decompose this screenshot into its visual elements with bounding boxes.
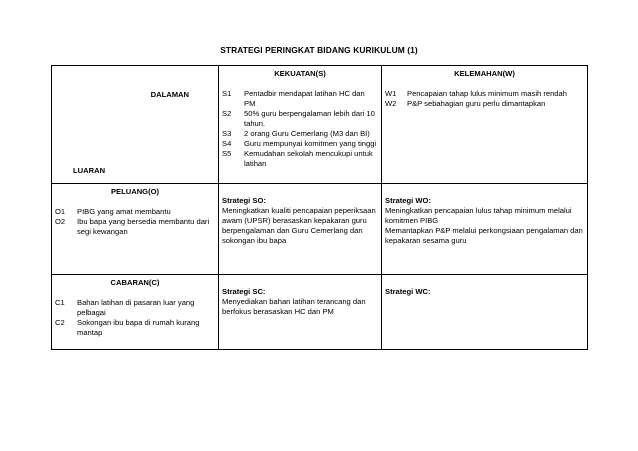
item-text: Pencapaian tahap lulus minimum masih rendah — [407, 89, 567, 98]
strategi-sc-title: Strategi SC: — [222, 287, 266, 296]
kekuatan-cell — [219, 66, 382, 184]
cabaran-cell — [52, 275, 219, 350]
list-item — [385, 99, 584, 109]
item-text: 50% guru berpengalaman lebih dari 10 tahun. — [244, 109, 375, 128]
item-text: 2 orang Guru Cemerlang (M3 dan BI) — [244, 129, 370, 138]
item-text: Guru mempunyai komitmen yang tinggi — [244, 139, 377, 148]
strategi-wc-cell — [382, 275, 588, 350]
list-item — [222, 139, 378, 149]
kelemahan-cell — [382, 66, 588, 184]
item-code: C2 — [55, 318, 65, 327]
swot-strategy-table — [51, 65, 588, 350]
item-code: O2 — [55, 217, 66, 226]
item-code: S4 — [222, 139, 232, 148]
table-row — [52, 184, 588, 275]
document-title: STRATEGI PERINGKAT BIDANG KURIKULUM (1) — [220, 45, 418, 55]
strategi-sc-cell — [219, 275, 382, 350]
list-item — [385, 89, 584, 99]
list-item — [222, 89, 378, 109]
kekuatan-header: KEKUATAN(S) — [274, 69, 326, 78]
strategi-wc-title: Strategi WC: — [385, 287, 431, 296]
list-item — [222, 149, 378, 169]
item-code: S1 — [222, 89, 232, 98]
kelemahan-header: KELEMAHAN(W) — [454, 69, 515, 78]
item-code: O1 — [55, 207, 66, 216]
item-text: Kemudahan sekolah mencukupi untuk latihan — [244, 149, 373, 168]
table-row — [52, 275, 588, 350]
list-item — [222, 129, 378, 139]
list-item — [55, 207, 215, 217]
list-item — [55, 298, 215, 318]
item-code: W1 — [385, 89, 397, 98]
item-code: S3 — [222, 129, 232, 138]
corner-cell — [52, 66, 219, 184]
strategi-wo-title: Strategi WO: — [385, 196, 431, 205]
item-text: Ibu bapa yang bersedia membantu dari segi kewangan — [77, 217, 210, 236]
strategi-wo-cell — [382, 184, 588, 275]
cabaran-header: CABARAN(C) — [110, 278, 160, 287]
item-text: PIBG yang amat membantu — [77, 207, 171, 216]
item-code: S2 — [222, 109, 232, 118]
strategi-so-title: Strategi SO: — [222, 196, 266, 205]
item-code: S5 — [222, 149, 232, 158]
item-code: C1 — [55, 298, 65, 307]
item-text: Bahan latihan di pasaran luar yang pelbagai — [77, 298, 195, 317]
dalaman-label: DALAMAN — [150, 90, 189, 99]
luaran-label: LUARAN — [73, 166, 106, 175]
strategi-so-text: Meningkatkan kualiti pencapaian peperiksaan awam (UPSR) berasaskan kepakaran guru berpengalaman dan Guru Cemerlang dan sokongan ibu bapa — [222, 206, 376, 245]
list-item — [55, 318, 215, 338]
strategi-so-cell — [219, 184, 382, 275]
item-text: Pentadbir mendapat latihan HC dan PM — [244, 89, 365, 108]
strategi-wo-text: Meningkatkan pencapaian lulus tahap minimum melalui komitmen PIBG Memantapkan P&P melalui perkongsiaan pengalaman dan kepakaran sesama guru — [385, 206, 583, 245]
strategi-sc-text: Menyediakan bahan latihan terancang dan berfokus berasaskan HC dan PM — [222, 297, 366, 316]
list-item — [55, 217, 215, 237]
peluang-cell — [52, 184, 219, 275]
item-text: Sokongan ibu bapa di rumah kurang mantap — [77, 318, 200, 337]
item-code: W2 — [385, 99, 397, 108]
peluang-header: PELUANG(O) — [110, 187, 160, 196]
item-text: P&P sebahagian guru perlu dimantapkan — [407, 99, 546, 108]
list-item — [222, 109, 378, 129]
table-row — [52, 66, 588, 184]
